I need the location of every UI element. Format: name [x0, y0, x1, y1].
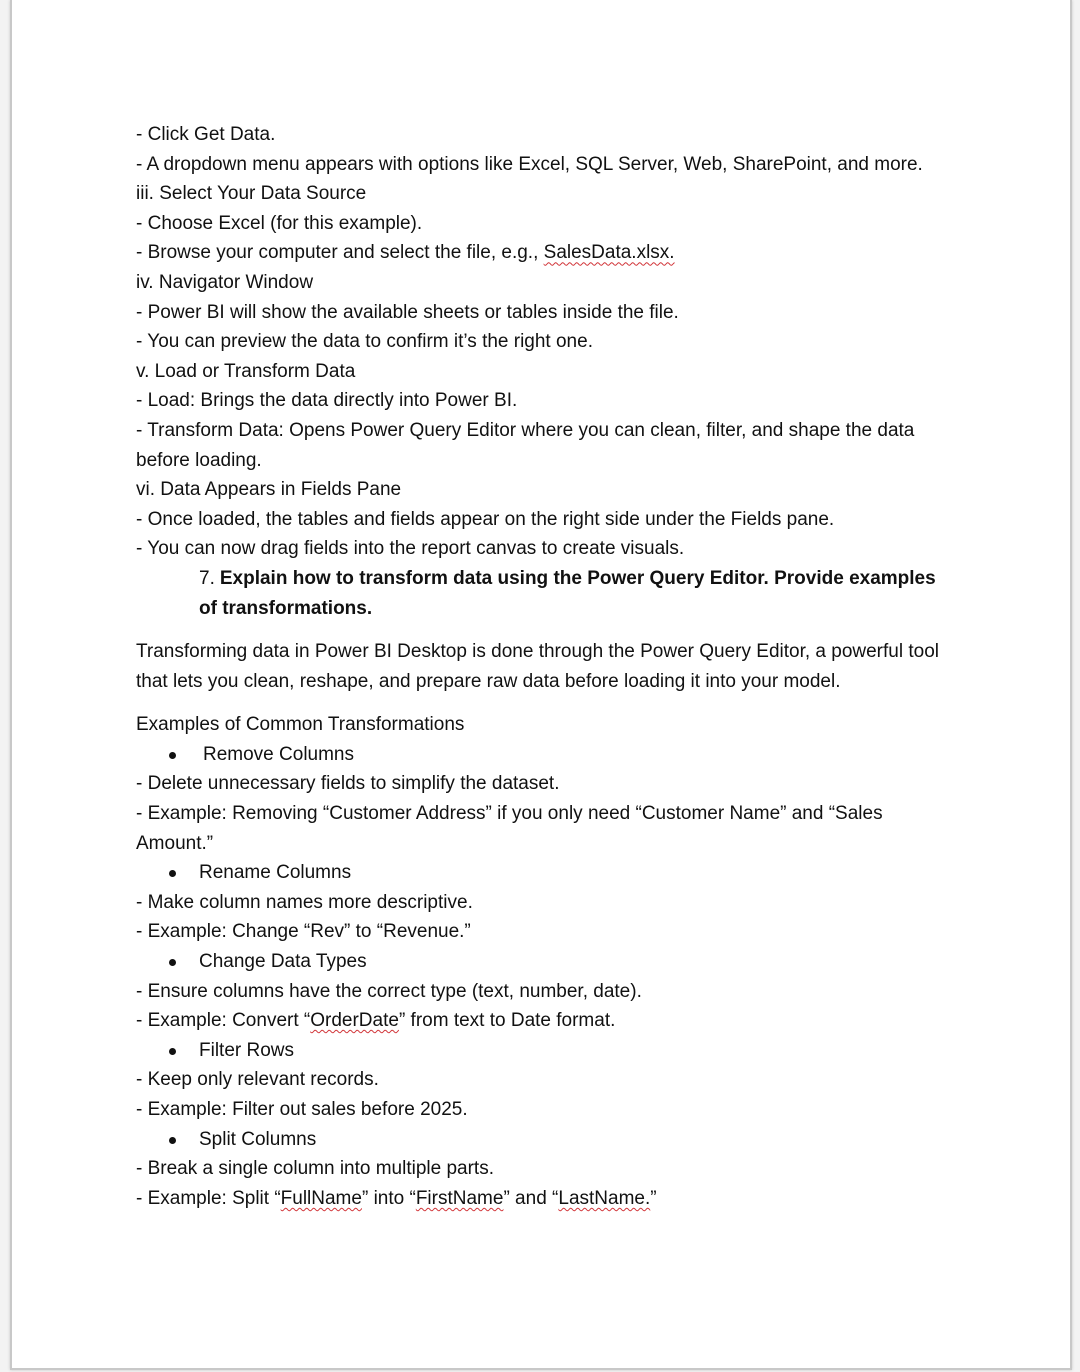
text-line: - Make column names more descriptive.: [136, 891, 473, 913]
text-fragment: ” into “: [361, 1187, 416, 1209]
text-line: - Load: Brings the data directly into Power BI.: [136, 390, 518, 412]
text-fragment: - Example: Convert “: [136, 1010, 311, 1032]
text-line: - Delete unnecessary fields to simplify the dataset.: [136, 773, 560, 795]
text-fragment: ”: [650, 1187, 657, 1209]
text-line: - Example: Filter out sales before 2025.: [136, 1099, 468, 1120]
text-line: - Ensure columns have the correct type (text, number, date).: [136, 980, 642, 1002]
question-text: Explain how to transform data using the Power Query Editor. Provide examples of transformations.: [199, 567, 936, 619]
text-line: - Example: Removing “Customer Address” if you only need “Customer Name” and “Sales Amount.”: [136, 803, 883, 854]
section-heading-iv: iv. Navigator Window: [136, 271, 314, 293]
question-heading: [199, 564, 946, 623]
text-line: - You can now drag fields into the report canvas to create visuals.: [136, 538, 685, 560]
text-fragment: ” from text to Date format.: [398, 1010, 616, 1032]
text-line: - A dropdown menu appears with options like Excel, SQL Server, Web, SharePoint, and more.: [136, 153, 923, 175]
document-page: [10, 0, 1072, 1370]
misspelled-word[interactable]: SalesData.xlsx.: [543, 242, 675, 264]
text-line: - Example: Change “Rev” to “Revenue.”: [136, 921, 471, 943]
bullet-dot-icon: [169, 752, 176, 759]
bullet-dot-icon: [169, 870, 176, 877]
bullet-remove-columns: [136, 740, 946, 770]
bullet-label: Filter Rows: [199, 1039, 295, 1061]
text-line: - Click Get Data.: [136, 124, 276, 145]
text-line-example: [136, 1184, 946, 1214]
text-line-example: [136, 1006, 946, 1036]
document-body[interactable]: [136, 120, 946, 1213]
text-fragment: - Example: Split “: [136, 1187, 281, 1209]
section-heading-vi: vi. Data Appears in Fields Pane: [136, 479, 402, 501]
bullet-label: Change Data Types: [199, 951, 367, 973]
text-line: - Once loaded, the tables and fields appear on the right side under the Fields pane.: [136, 508, 835, 530]
misspelled-word[interactable]: OrderDate: [310, 1010, 399, 1032]
text-line: - Keep only relevant records.: [136, 1069, 379, 1091]
bullet-label: Rename Columns: [199, 862, 352, 884]
intro-paragraph: Transforming data in Power BI Desktop is done through the Power Query Editor, a powerful tool that lets you clean, reshape, and prepare raw data before loading it into your model.: [136, 641, 939, 692]
text-line: - You can preview the data to confirm it’s the right one.: [136, 331, 593, 353]
misspelled-word[interactable]: FirstName: [415, 1187, 504, 1209]
text-fragment: ” and “: [503, 1187, 559, 1209]
misspelled-word[interactable]: FullName: [280, 1187, 362, 1209]
bullet-change-data-types: [136, 947, 946, 977]
section-heading-iii: iii. Select Your Data Source: [136, 183, 367, 205]
text-line: - Power BI will show the available sheets or tables inside the file.: [136, 301, 679, 323]
question-number: 7.: [199, 567, 215, 589]
browse-text: - Browse your computer and select the file, e.g.,: [136, 242, 544, 264]
text-line: - Transform Data: Opens Power Query Editor where you can clean, filter, and shape the data before loading.: [136, 419, 915, 471]
bullet-rename-columns: [136, 858, 946, 888]
bullet-split-columns: [136, 1125, 946, 1155]
bullet-dot-icon: [169, 1137, 176, 1144]
bullet-filter-rows: [136, 1036, 946, 1066]
examples-heading: Examples of Common Transformations: [136, 714, 465, 736]
bullet-dot-icon: [169, 1048, 176, 1055]
section-heading-v: v. Load or Transform Data: [136, 360, 356, 382]
text-line: - Choose Excel (for this example).: [136, 212, 423, 234]
misspelled-word[interactable]: LastName.: [558, 1187, 651, 1209]
bullet-label: Split Columns: [199, 1128, 317, 1150]
bullet-dot-icon: [169, 959, 176, 966]
text-line: - Break a single column into multiple parts.: [136, 1158, 494, 1180]
text-line-browse: [136, 238, 946, 268]
bullet-label: Remove Columns: [203, 743, 354, 765]
